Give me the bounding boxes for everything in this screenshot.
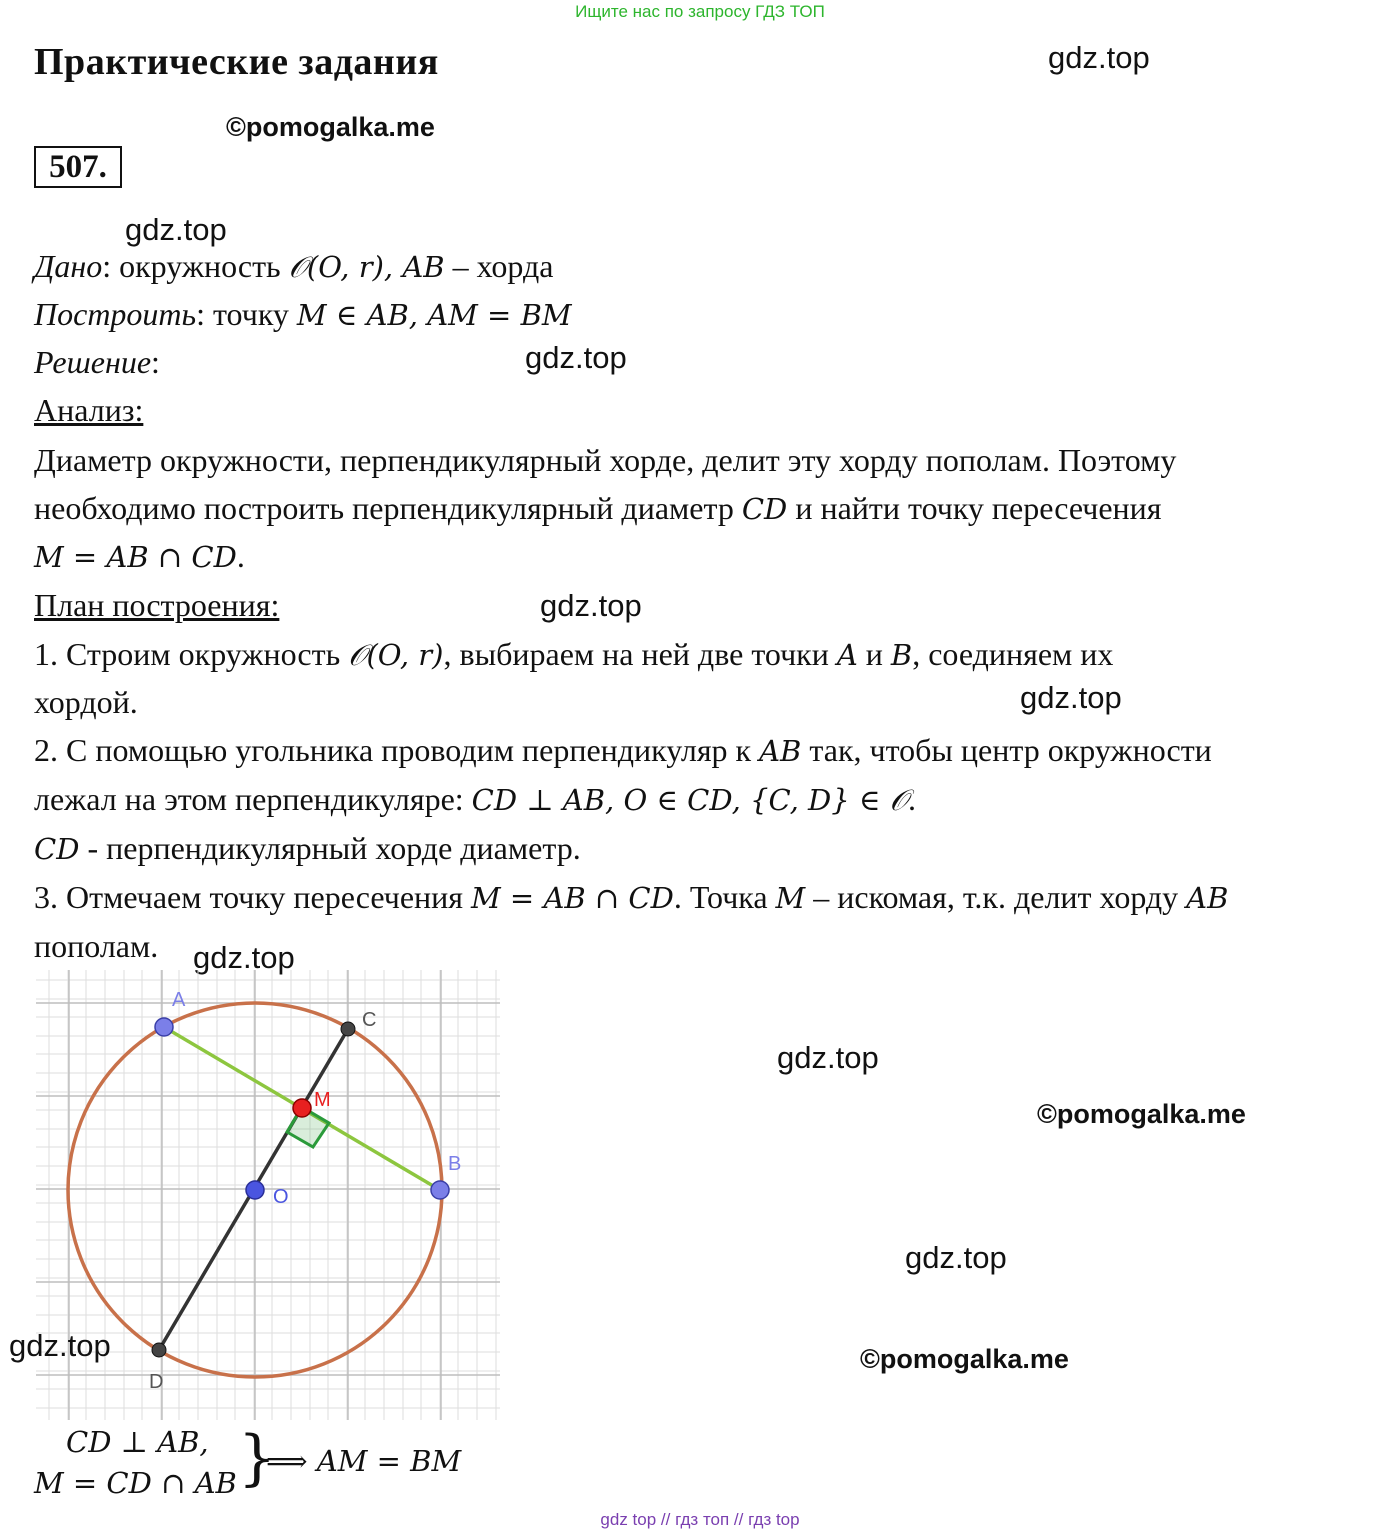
footer: gdz top // гдз топ // гдз top bbox=[600, 1510, 800, 1529]
label-b: B bbox=[448, 1153, 462, 1175]
top-banner: Ищите нас по запросу ГДЗ ТОП bbox=[575, 2, 825, 21]
analysis-line-2 bbox=[34, 488, 1162, 529]
step2-text: 2. С помощью угольника проводим перпендикуляр к bbox=[34, 732, 760, 768]
watermark-gdz: gdz.top bbox=[540, 588, 642, 623]
plan-step-2-cont bbox=[34, 779, 916, 820]
watermark-gdz: gdz.top bbox=[9, 1328, 111, 1363]
plan-step-1 bbox=[34, 634, 1113, 675]
point-c bbox=[341, 1022, 355, 1036]
given-line bbox=[34, 246, 553, 287]
plan-step-2 bbox=[34, 730, 1212, 771]
step1-text-2: , выбираем на ней две точки bbox=[443, 636, 837, 672]
point-b bbox=[431, 1181, 449, 1199]
point-d bbox=[152, 1343, 166, 1357]
step3-text-3: – искомая, т.к. делит хорду bbox=[805, 879, 1187, 915]
step2-line2-end: . bbox=[907, 781, 916, 817]
analysis-math: CD bbox=[741, 492, 788, 526]
label-d: D bbox=[149, 1371, 164, 1393]
plan-heading: План построения: bbox=[34, 587, 280, 623]
step1-math-b: B bbox=[890, 638, 913, 672]
watermark-pomogalka: ©pomogalka.me bbox=[860, 1344, 1069, 1374]
step1-math-circle: 𝒪(O, r) bbox=[348, 638, 444, 672]
plan-step-3-cont: пополам. bbox=[34, 928, 159, 964]
solution-line bbox=[34, 342, 160, 382]
analysis-text: необходимо построить перпендикулярный диаметр bbox=[34, 490, 742, 526]
step2-line3-math: CD bbox=[34, 832, 80, 866]
watermark-gdz: gdz.top bbox=[125, 212, 227, 247]
step1-math-a: A bbox=[836, 638, 858, 672]
watermark-gdz: gdz.top bbox=[777, 1040, 879, 1075]
label-a: A bbox=[172, 989, 186, 1011]
conclusion-result: ⟹ AM = BM bbox=[266, 1444, 462, 1478]
label-c: C bbox=[362, 1009, 377, 1031]
step1-text-3: и bbox=[857, 636, 891, 672]
step2-line2-text: лежал на этом перпендикуляре: bbox=[34, 781, 472, 817]
analysis-formula: M = AB ∩ CD bbox=[34, 540, 237, 574]
analysis-heading: Анализ: bbox=[34, 392, 144, 428]
point-m bbox=[293, 1099, 311, 1117]
conclusion-brace: } bbox=[238, 1423, 277, 1493]
label-o: O bbox=[273, 1186, 289, 1208]
conclusion-line-1: CD ⊥ AB, bbox=[66, 1425, 209, 1459]
watermark-gdz: gdz.top bbox=[193, 940, 295, 975]
page-title: Практические задания bbox=[34, 41, 439, 83]
step3-math-2: M bbox=[775, 881, 806, 915]
watermark-gdz: gdz.top bbox=[525, 340, 627, 375]
given-label: Дано bbox=[34, 248, 103, 284]
point-o bbox=[246, 1181, 264, 1199]
step3-math-3: AB bbox=[1186, 881, 1229, 915]
construct-text: : точку bbox=[196, 296, 297, 332]
construct-line bbox=[34, 294, 572, 335]
conclusion-line-2: M = CD ∩ AB bbox=[34, 1466, 237, 1500]
step2-text-2: так, чтобы центр окружности bbox=[801, 732, 1212, 768]
step3-text: 3. Отмечаем точку пересечения bbox=[34, 879, 472, 915]
watermark-pomogalka: ©pomogalka.me bbox=[226, 112, 435, 142]
construct-math: M ∈ AB, AM = BM bbox=[296, 298, 572, 332]
given-math: 𝒪(O, r), AB bbox=[288, 250, 445, 284]
point-a bbox=[155, 1018, 173, 1036]
analysis-line-1: Диаметр окружности, перпендикулярный хорде, делит эту хорду пополам. Поэтому bbox=[34, 442, 1177, 478]
solution-label: Решение bbox=[34, 344, 152, 380]
plan-step-3 bbox=[34, 877, 1228, 918]
solution-colon: : bbox=[151, 344, 160, 380]
step2-line3-text: - перпендикулярный хорде диаметр. bbox=[79, 830, 581, 866]
watermark-pomogalka: ©pomogalka.me bbox=[1037, 1099, 1246, 1129]
step2-math: AB bbox=[759, 734, 802, 768]
plan-step-2-diameter bbox=[34, 828, 581, 869]
given-text: : окружность bbox=[102, 248, 289, 284]
step1-text: 1. Строим окружность bbox=[34, 636, 349, 672]
watermark-gdz: gdz.top bbox=[1020, 680, 1122, 715]
watermark-gdz: gdz.top bbox=[905, 1240, 1007, 1275]
step3-math-1: M = AB ∩ CD bbox=[471, 881, 674, 915]
step3-text-2: . Точка bbox=[673, 879, 776, 915]
analysis-period: . bbox=[236, 538, 245, 574]
plan-step-1-cont: хордой. bbox=[34, 684, 138, 720]
construct-label: Построить bbox=[34, 296, 197, 332]
task-number: 507. bbox=[34, 146, 122, 188]
given-text-end: – хорда bbox=[444, 248, 554, 284]
step2-line2-math: CD ⊥ AB, O ∈ CD, {C, D} ∈ 𝒪 bbox=[471, 783, 908, 817]
analysis-line-3 bbox=[34, 536, 245, 577]
label-m: M bbox=[314, 1089, 331, 1111]
analysis-text-end: и найти точку пересечения bbox=[787, 490, 1162, 526]
watermark-gdz: gdz.top bbox=[1048, 40, 1150, 75]
step1-text-4: , соединяем их bbox=[912, 636, 1114, 672]
